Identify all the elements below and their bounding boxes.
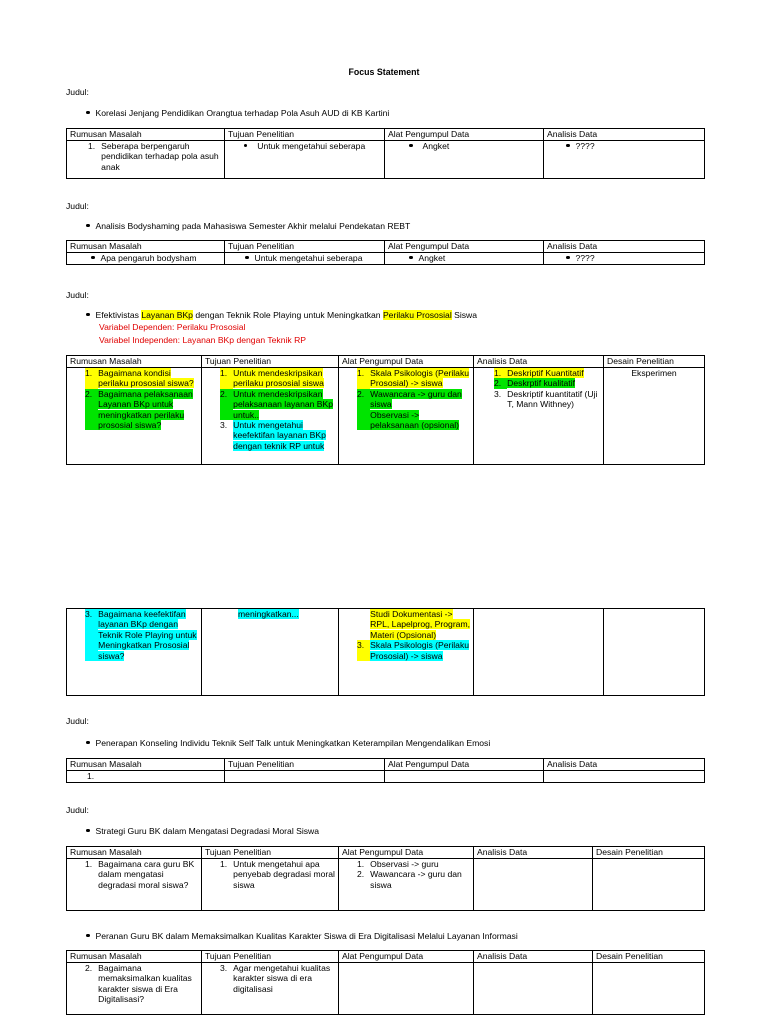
cell-rumusan bbox=[67, 963, 202, 1015]
header-tujuan: Tujuan Penelitian bbox=[202, 356, 339, 368]
list-item: 2. Wawancara -> guru dan siswa bbox=[357, 869, 462, 890]
list-item: 3. Bagaimana keefektifan layanan BKp dengan Teknik Role Playing untuk Meningkatkan Prososial siswa? bbox=[85, 609, 197, 661]
bullet-icon bbox=[86, 741, 90, 745]
header-tujuan: Tujuan Penelitian bbox=[202, 951, 339, 963]
list-item: 3. Agar mengetahui kualitas karakter siswa di era digitalisasi bbox=[220, 963, 331, 994]
topic-6 bbox=[86, 931, 518, 941]
cell-rumusan bbox=[67, 609, 202, 696]
header-rumusan: Rumusan Masalah bbox=[67, 356, 202, 368]
topic-4 bbox=[86, 738, 490, 748]
header-alat: Alat Pengumpul Data bbox=[385, 759, 544, 771]
topic-3: Efektivistas Layanan BKp dengan Teknik Role Playing untuk Meningkatkan Perilaku Prososial Siswa bbox=[86, 310, 477, 320]
cell-tujuan bbox=[202, 963, 339, 1015]
list-item: 2. Bagaimana pelaksanaan Layanan BKp untuk meningkatkan perilaku prososial siswa? bbox=[85, 388, 193, 431]
cell-alat bbox=[339, 859, 474, 911]
header-desain: Desain Penelitian bbox=[604, 356, 705, 368]
header-analisis: Analisis Data bbox=[544, 129, 705, 141]
judul-label-1: Judul: bbox=[66, 87, 89, 97]
topic-2-text: Analisis Bodyshaming pada Mahasiswa Semester Akhir melalui Pendekatan REBT bbox=[95, 221, 411, 231]
bullet-icon bbox=[409, 256, 413, 260]
table-1 bbox=[66, 128, 705, 179]
cell-analisis: ???? bbox=[544, 253, 705, 265]
list-item: 3. Skala Psikologis (Perilaku Prososial) -> siswa bbox=[357, 640, 470, 661]
table-6 bbox=[66, 950, 705, 1015]
topic-5 bbox=[86, 826, 319, 836]
cell-alat: Angket bbox=[385, 253, 544, 265]
cell-analisis bbox=[474, 609, 604, 696]
header-alat: Alat Pengumpul Data bbox=[339, 951, 474, 963]
header-analisis: Analisis Data bbox=[544, 759, 705, 771]
header-rumusan: Rumusan Masalah bbox=[67, 951, 202, 963]
cell-alat bbox=[339, 963, 474, 1015]
topic-5-text: Strategi Guru BK dalam Mengatasi Degradasi Moral Siswa bbox=[95, 826, 320, 836]
bullet-icon bbox=[566, 144, 570, 148]
cell-tujuan bbox=[202, 859, 339, 911]
list-item: 2. Wawancara -> guru dan siswa Observasi -> pelaksanaan (opsional) bbox=[357, 388, 462, 431]
cell-alat bbox=[339, 368, 474, 465]
header-tujuan: Tujuan Penelitian bbox=[225, 129, 385, 141]
list-item: 1. Observasi -> guru bbox=[357, 859, 439, 869]
judul-label-5: Judul: bbox=[66, 805, 89, 815]
header-analisis: Analisis Data bbox=[474, 356, 604, 368]
header-tujuan: Tujuan Penelitian bbox=[202, 847, 339, 859]
header-tujuan: Tujuan Penelitian bbox=[225, 759, 385, 771]
list-item: 3. Deskriptif kuantitatif (Uji T, Mann Withney) bbox=[494, 388, 598, 410]
table-3 bbox=[66, 355, 705, 465]
list-item: 1. Untuk mendeskripsikan perilaku prososial siswa bbox=[220, 368, 324, 389]
cell-tujuan: Untuk mengetahui seberapa bbox=[225, 253, 385, 265]
topic-1-text: Korelasi Jenjang Pendidikan Orangtua terhadap Pola Asuh AUD di KB Kartini bbox=[95, 108, 390, 118]
bullet-icon bbox=[566, 256, 570, 260]
cell-analisis bbox=[474, 368, 604, 465]
cell-rumusan: 1. Seberapa berpengaruh pendidikan terhadap pola asuh anak bbox=[67, 141, 225, 179]
cell-tujuan bbox=[202, 368, 339, 465]
header-alat: Alat Pengumpul Data bbox=[385, 129, 544, 141]
table-4 bbox=[66, 758, 705, 783]
cell-tujuan bbox=[225, 771, 385, 783]
header-alat: Alat Pengumpul Data bbox=[339, 356, 474, 368]
cell-tujuan: Untuk mengetahui seberapa bbox=[225, 141, 385, 179]
table-3-continued bbox=[66, 608, 705, 696]
topic-1 bbox=[86, 108, 389, 118]
cell-alat bbox=[385, 771, 544, 783]
bullet-icon bbox=[245, 256, 249, 260]
list-item: 2. Untuk mendeskripsikan pelaksanaan layanan BKp untuk.. bbox=[220, 388, 334, 420]
bullet-icon bbox=[86, 829, 90, 833]
header-desain: Desain Penelitian bbox=[593, 951, 705, 963]
cell-rumusan: 1. bbox=[67, 771, 225, 783]
page-title: Focus Statement bbox=[348, 67, 420, 77]
cell-tujuan: meningkatkan... bbox=[202, 609, 339, 696]
cell-desain bbox=[593, 963, 705, 1015]
list-item: 1. Skala Psikologis (Perilaku Prososial) -> siswa bbox=[357, 368, 470, 389]
table-5 bbox=[66, 846, 705, 911]
cell-rumusan: Apa pengaruh bodysham bbox=[67, 253, 225, 265]
cell-analisis bbox=[544, 771, 705, 783]
cell-desain bbox=[593, 859, 705, 911]
cell-rumusan bbox=[67, 859, 202, 911]
header-tujuan: Tujuan Penelitian bbox=[225, 241, 385, 253]
header-rumusan: Rumusan Masalah bbox=[67, 847, 202, 859]
header-alat: Alat Pengumpul Data bbox=[339, 847, 474, 859]
list-item: 1. Bagaimana cara guru BK dalam mengatasi degradasi moral siswa? bbox=[85, 859, 195, 890]
judul-label-4: Judul: bbox=[66, 716, 89, 726]
list-item: 1. Bagaimana kondisi perilaku prososial siswa? bbox=[85, 368, 194, 389]
list-item: 1. Deskriptif Kuantitatif bbox=[494, 368, 584, 378]
bullet-icon bbox=[91, 256, 95, 260]
list-item: 2. Bagaimana memaksimalkan kualitas karakter siswa di Era Digitalisasi? bbox=[85, 963, 192, 1005]
bullet-icon bbox=[86, 313, 90, 317]
header-desain: Desain Penelitian bbox=[593, 847, 705, 859]
header-rumusan: Rumusan Masalah bbox=[67, 759, 225, 771]
cell-desain bbox=[604, 609, 705, 696]
judul-label-3: Judul: bbox=[66, 290, 89, 300]
header-alat: Alat Pengumpul Data bbox=[385, 241, 544, 253]
cell-alat: Studi Dokumentasi -> RPL, Lapelprog, Program, Materi (Opsional) 3. Skala Psikologis (Perilaku Prososial) -> siswa bbox=[339, 609, 474, 696]
topic-2 bbox=[86, 221, 410, 231]
bullet-icon bbox=[86, 224, 90, 228]
bullet-icon bbox=[409, 144, 413, 148]
variabel-independen: Variabel Independen: Layanan BKp dengan Teknik RP bbox=[99, 335, 307, 345]
header-analisis: Analisis Data bbox=[544, 241, 705, 253]
bullet-icon bbox=[86, 111, 90, 115]
judul-label-2: Judul: bbox=[66, 201, 89, 211]
header-rumusan: Rumusan Masalah bbox=[67, 241, 225, 253]
header-rumusan: Rumusan Masalah bbox=[67, 129, 225, 141]
bullet-icon bbox=[86, 934, 90, 938]
topic-4-text: Penerapan Konseling Individu Teknik Self Talk untuk Meningkatkan Keterampilan Mengendalikan Emosi bbox=[95, 738, 491, 748]
header-analisis: Analisis Data bbox=[474, 847, 593, 859]
cell-alat: Angket bbox=[385, 141, 544, 179]
cell-analisis: ???? bbox=[544, 141, 705, 179]
cell-rumusan bbox=[67, 368, 202, 465]
cell-analisis bbox=[474, 859, 593, 911]
variabel-dependen: Variabel Dependen: Perilaku Prososial bbox=[99, 322, 246, 332]
cell-desain: Eksperimen bbox=[604, 368, 705, 465]
list-item: 3. Untuk mengetahui keefektifan layanan BKp dengan teknik RP untuk bbox=[220, 420, 326, 451]
table-2 bbox=[66, 240, 705, 265]
list-item: 1. Untuk mengetahui apa penyebab degradasi moral siswa bbox=[220, 859, 335, 890]
list-item: 2. Deskrptif kualitatif bbox=[494, 378, 575, 389]
cell-analisis bbox=[474, 963, 593, 1015]
header-analisis: Analisis Data bbox=[474, 951, 593, 963]
topic-6-text: Peranan Guru BK dalam Memaksimalkan Kualitas Karakter Siswa di Era Digitalisasi Melalui Layanan Informasi bbox=[95, 931, 518, 941]
bullet-icon bbox=[244, 144, 248, 148]
